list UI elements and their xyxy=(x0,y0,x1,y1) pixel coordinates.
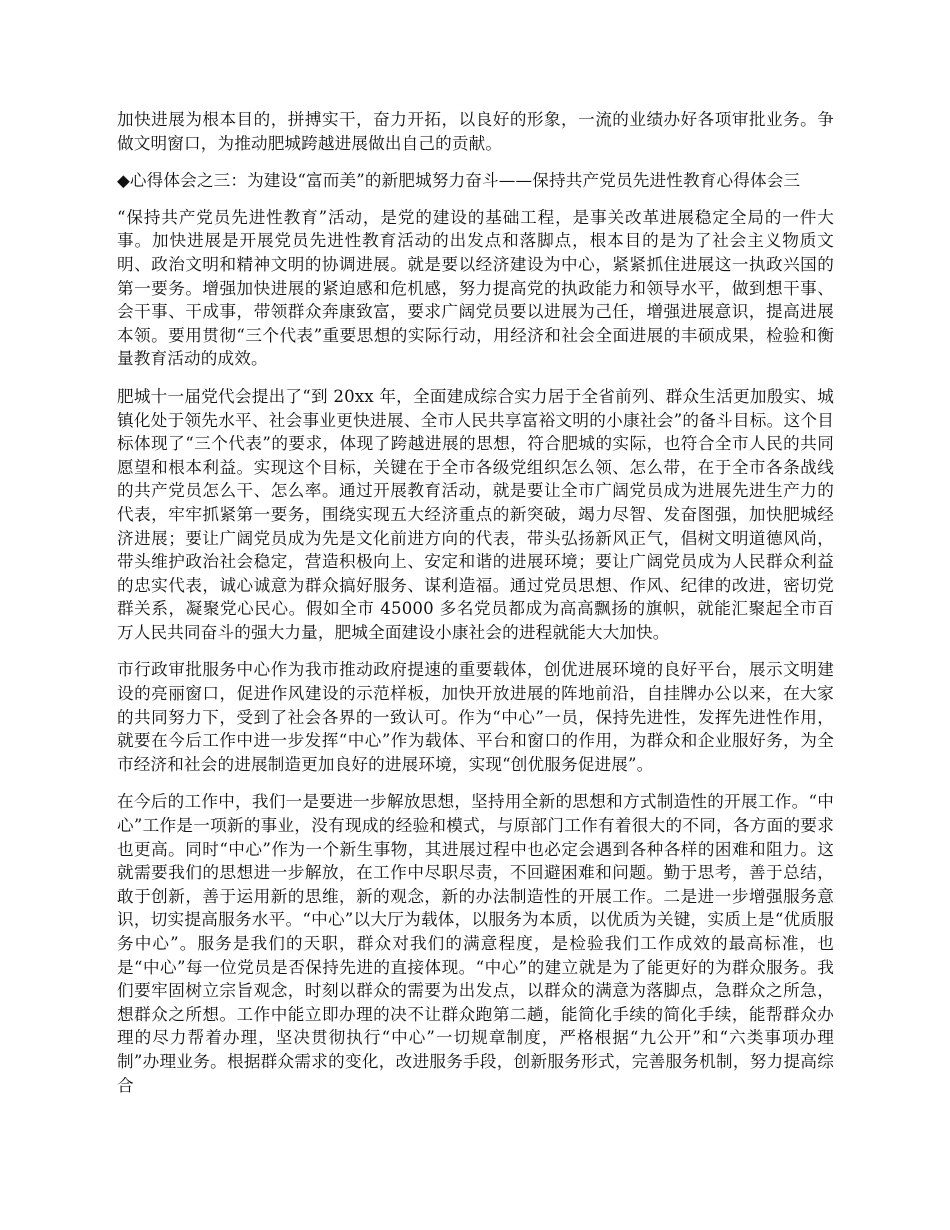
section-heading: ◆心得体会之三：为建设“富而美”的新肥城努力奋斗——保持共产党员先进性教育心得体会三 xyxy=(117,171,801,191)
paragraph-3: 市行政审批服务中心作为我市推动政府提速的重要载体，创优进展环境的良好平台，展示文明建设的亮丽窗口，促进作风建设的示范样板，加快开放进展的阵地前沿，自挂牌办公以来，在大家的共同努力下，受到了社会各界的一致认可。作为“中心”一员，保持先进性，发挥先进性作用，就要在今后工作中进一步发挥“中心”作为载体、平台和窗口的作用，为群众和企业服好务，为全市经济和社会的进展制造更加良好的进展环境，实现“创优服务促进展”。 xyxy=(117,660,834,774)
paragraph-intro-continuation: 加快进展为根本目的，拼搏实干，奋力开拓，以良好的形象，一流的业绩办好各项审批业务。争做文明窗口，为推动肥城跨越进展做出自己的贡献。 xyxy=(117,110,834,153)
paragraph-2: 肥城十一届党代会提出了“到 20xx 年，全面建成综合实力居于全省前列、群众生活更加殷实、城镇化处于领先水平、社会事业更快进展、全市人民共享富裕文明的小康社会”的备斗目标。这个目标体现了“三个代表”的要求，体现了跨越进展的思想，符合肥城的实际，也符合全市人民的共同愿望和根本利益。实现这个目标，关键在于全市各级党组织怎么领、怎么带，在于全市各条战线的共产党员怎么干、怎么率。通过开展教育活动，就是要让全市广阔党员成为进展先进生产力的代表，牢牢抓紧第一要务，围绕实现五大经济重点的新突破，竭力尽智、发奋图强，加快肥城经济进展；要让广阔党员成为先是文化前进方向的代表，带头弘扬新风正气，倡树文明道德风尚，带头维护政治社会稳定，营造积极向上、安定和谐的进展环境；要让广阔党员成为人民群众利益的忠实代表，诚心诚意为群众搞好服务、谋利造福。通过党员思想、作风、纪律的改进，密切党群关系，凝聚党心民心。假如全市 45000 多名党员都成为高高飘扬的旗帜，就能汇聚起全市百万人民共同奋斗的强大力量，肥城全面建设小康社会的进程就能大大加快。 xyxy=(117,386,834,642)
paragraph-1: “保持共产党员先进性教育”活动，是党的建设的基础工程，是事关改革进展稳定全局的一件大事。加快进展是开展党员先进性教育活动的出发点和落脚点，根本目的是为了社会主义物质文明、政治文明和精神文明的协调进展。就是要以经济建设为中心，紧紧抓住进展这一执政兴国的第一要务。增强加快进展的紧迫感和危机感，努力提高党的执政能力和领导水平，做到想干事、会干事、干成事，带领群众奔康致富，要求广阔党员要以进展为己任，增强进展意识，提高进展本领。要用贯彻“三个代表”重要思想的实际行动，用经济和社会全面进展的丰硕成果，检验和衡量教育活动的成效。 xyxy=(117,207,834,369)
document-page xyxy=(117,108,834,1111)
paragraph-4: 在今后的工作中，我们一是要进一步解放思想，坚持用全新的思想和方式制造性的开展工作。“中心”工作是一项新的事业，没有现成的经验和模式，与原部门工作有着很大的不同，各方面的要求也更高。同时“中心”作为一个新生事物，其进展过程中也必定会遇到各种各样的困难和阻力。这就需要我们的思想进一步解放，在工作中尽职尽责，不回避困难和问题。勤于思考，善于总结，敢于创新，善于运用新的思维，新的观念，新的办法制造性的开展工作。二是进一步增强服务意识，切实提高服务水平。“中心”以大厅为载体，以服务为本质，以优质为关键，实质上是“优质服务中心”。服务是我们的天职，群众对我们的满意程度，是检验我们工作成效的最高标准，也是“中心”每一位党员是否保持先进的直接体现。“中心”的建立就是为了能更好的为群众服务。我们要牢固树立宗旨观念，时刻以群众的需要为出发点，以群众的满意为落脚点，急群众之所急，想群众之所想。工作中能立即办理的决不让群众跑第二趟，能简化手续的简化手续，能帮群众办理的尽力帮着办理，坚决贯彻执行“中心”一切规章制度，严格根据“九公开”和“六类事项办理制”办理业务。根据群众需求的变化，改进服务手段，创新服务形式，完善服务机制，努力提高综合 xyxy=(117,792,834,1095)
